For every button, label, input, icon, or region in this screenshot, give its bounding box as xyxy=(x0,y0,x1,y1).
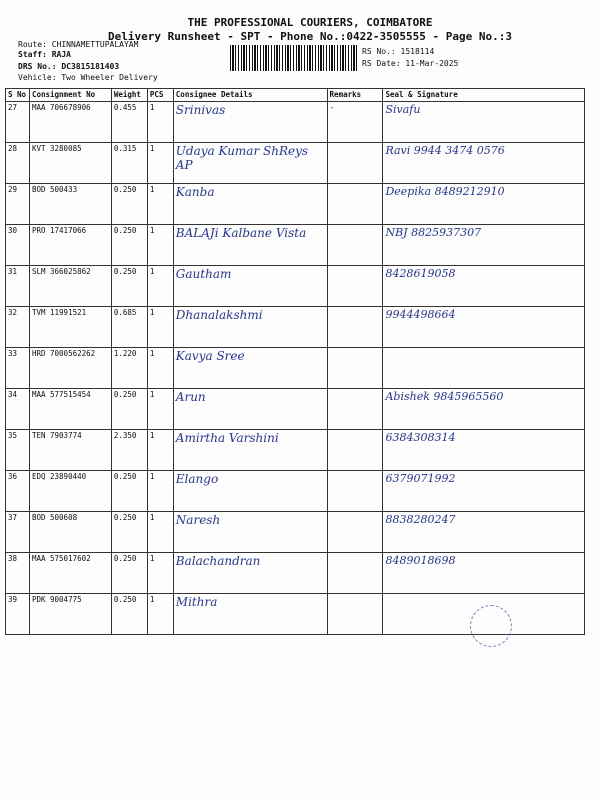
col-consignment: Consignment No xyxy=(29,89,111,102)
weight-cell-text: 1.220 xyxy=(113,349,137,358)
consignment-cell xyxy=(29,143,111,184)
consignment-cell xyxy=(29,102,111,143)
weight-cell xyxy=(111,184,147,225)
signature-cell xyxy=(383,553,585,594)
remarks-cell xyxy=(327,512,383,553)
pcs-cell xyxy=(147,553,173,594)
sno-cell-text: 31 xyxy=(8,267,18,276)
consignment-cell-text: SLM 366025862 xyxy=(31,267,91,276)
sno-cell-text: 35 xyxy=(8,431,18,440)
consignment-cell-text: PDK 9004775 xyxy=(31,595,82,604)
sno-cell xyxy=(6,266,30,307)
consignment-cell xyxy=(29,307,111,348)
sno-cell-text: 28 xyxy=(8,144,18,153)
consignment-cell xyxy=(29,348,111,389)
consignment-cell-text: MAA 575017602 xyxy=(31,554,91,563)
table-row xyxy=(6,512,585,553)
consignee-cell-text: Dhanalakshmi xyxy=(175,308,263,322)
company-title: THE PROFESSIONAL COURIERS, COIMBATORE xyxy=(187,16,433,29)
consignee-cell xyxy=(173,471,327,512)
signature-cell xyxy=(383,184,585,225)
consignment-cell xyxy=(29,225,111,266)
remarks-cell xyxy=(327,553,383,594)
remarks-cell xyxy=(327,389,383,430)
pcs-cell-text: 1 xyxy=(149,144,155,153)
sno-cell-text: 27 xyxy=(8,103,18,112)
sno-cell xyxy=(6,102,30,143)
signature-cell xyxy=(383,143,585,184)
vehicle-line xyxy=(18,73,158,83)
remarks-cell xyxy=(327,471,383,512)
signature-cell xyxy=(383,266,585,307)
consignment-cell-text: KVT 3280085 xyxy=(31,144,82,153)
weight-cell xyxy=(111,389,147,430)
consignee-cell xyxy=(173,553,327,594)
consignee-cell-text: Mithra xyxy=(175,595,218,609)
table-row xyxy=(6,143,585,184)
pcs-cell xyxy=(147,348,173,389)
runsheet-subtitle: Delivery Runsheet - SPT - Phone No.:0422-3505555 - Page No.:3 xyxy=(108,30,512,43)
pcs-cell xyxy=(147,594,173,635)
signature-cell xyxy=(383,471,585,512)
col-sno: S No xyxy=(6,89,30,102)
consignment-cell-text: TVM 11991521 xyxy=(31,308,87,317)
signature-cell-text: Ravi 9944 3474 0576 xyxy=(385,144,505,157)
col-weight: Weight xyxy=(111,89,147,102)
remarks-cell xyxy=(327,307,383,348)
consignee-cell-text: BALAJi Kalbane Vista xyxy=(175,226,307,240)
weight-cell xyxy=(111,143,147,184)
weight-cell xyxy=(111,348,147,389)
weight-cell-text: 0.315 xyxy=(113,144,137,153)
consignee-cell xyxy=(173,184,327,225)
table-row xyxy=(6,184,585,225)
remarks-cell xyxy=(327,143,383,184)
pcs-cell-text: 1 xyxy=(149,226,155,235)
consignee-cell-text: Naresh xyxy=(175,513,221,527)
table-row xyxy=(6,307,585,348)
sno-cell xyxy=(6,553,30,594)
sno-cell xyxy=(6,471,30,512)
sno-cell-text: 37 xyxy=(8,513,18,522)
pcs-cell-text: 1 xyxy=(149,349,155,358)
consignee-cell xyxy=(173,430,327,471)
signature-cell-text: 8489018698 xyxy=(385,554,456,567)
consignee-cell xyxy=(173,102,327,143)
sno-cell-text: 29 xyxy=(8,185,18,194)
col-signature: Seal & Signature xyxy=(383,89,585,102)
consignee-cell-text: Gautham xyxy=(175,267,232,281)
consignment-cell xyxy=(29,594,111,635)
signature-cell-text: 8838280247 xyxy=(385,513,456,526)
weight-cell-text: 0.250 xyxy=(113,185,137,194)
remarks-cell-text: - xyxy=(329,103,335,112)
weight-cell-text: 0.685 xyxy=(113,308,137,317)
signature-cell xyxy=(383,430,585,471)
sno-cell xyxy=(6,512,30,553)
consignment-cell-text: BOD 500433 xyxy=(31,185,78,194)
weight-cell xyxy=(111,102,147,143)
consignee-cell-text: Srinivas xyxy=(175,103,226,117)
staff-value: RAJA xyxy=(51,50,71,59)
delivery-table xyxy=(5,88,585,635)
rs-no-value: 1518114 xyxy=(400,47,435,56)
signature-cell xyxy=(383,389,585,430)
signature-cell-text: 8428619058 xyxy=(385,267,456,280)
table-row xyxy=(6,430,585,471)
consignment-cell xyxy=(29,430,111,471)
table-row xyxy=(6,389,585,430)
drs-label: DRS No.: xyxy=(18,62,57,71)
remarks-cell xyxy=(327,430,383,471)
pcs-cell xyxy=(147,184,173,225)
col-consignee: Consignee Details xyxy=(173,89,327,102)
weight-cell xyxy=(111,594,147,635)
weight-cell xyxy=(111,430,147,471)
pcs-cell xyxy=(147,102,173,143)
weight-cell-text: 0.250 xyxy=(113,472,137,481)
remarks-cell xyxy=(327,225,383,266)
remarks-cell xyxy=(327,102,383,143)
table-header-row xyxy=(6,89,585,102)
signature-cell-text: Sivafu xyxy=(385,103,421,116)
pcs-cell-text: 1 xyxy=(149,185,155,194)
staff-line xyxy=(18,50,71,60)
pcs-cell xyxy=(147,307,173,348)
sno-cell-text: 39 xyxy=(8,595,18,604)
consignment-cell xyxy=(29,389,111,430)
signature-cell xyxy=(383,348,585,389)
col-pcs: PCS xyxy=(147,89,173,102)
sno-cell-text: 34 xyxy=(8,390,18,399)
seal-stamp xyxy=(470,605,512,647)
weight-cell xyxy=(111,553,147,594)
consignee-cell xyxy=(173,307,327,348)
rs-date-value: 11-Mar-2025 xyxy=(405,59,459,68)
pcs-cell-text: 1 xyxy=(149,308,155,317)
sno-cell xyxy=(6,348,30,389)
weight-cell xyxy=(111,307,147,348)
consignee-cell xyxy=(173,225,327,266)
sno-cell-text: 30 xyxy=(8,226,18,235)
consignment-cell-text: MAA 577515454 xyxy=(31,390,91,399)
signature-cell-text: 6384308314 xyxy=(385,431,456,444)
signature-cell xyxy=(383,225,585,266)
pcs-cell xyxy=(147,512,173,553)
consignment-cell xyxy=(29,471,111,512)
weight-cell-text: 0.250 xyxy=(113,390,137,399)
consignment-cell-text: HRD 7000562262 xyxy=(31,349,96,358)
consignee-cell-text: Kavya Sree xyxy=(175,349,245,363)
signature-cell-text: 9944498664 xyxy=(385,308,456,321)
consignment-cell xyxy=(29,184,111,225)
table-row xyxy=(6,266,585,307)
consignee-cell-text: Balachandran xyxy=(175,554,261,568)
pcs-cell xyxy=(147,225,173,266)
pcs-cell xyxy=(147,471,173,512)
rs-date-label: RS Date: xyxy=(362,59,401,68)
remarks-cell xyxy=(327,348,383,389)
consignee-cell-text: Kanba xyxy=(175,185,215,199)
signature-cell xyxy=(383,512,585,553)
vehicle-label: Vehicle: xyxy=(18,73,57,82)
consignment-cell-text: MAA 706678906 xyxy=(31,103,91,112)
rs-date-line xyxy=(362,59,458,69)
consignee-cell-text: Elango xyxy=(175,472,219,486)
consignment-cell xyxy=(29,553,111,594)
weight-cell-text: 0.250 xyxy=(113,513,137,522)
consignment-cell xyxy=(29,266,111,307)
route-line xyxy=(18,40,138,50)
sno-cell xyxy=(6,389,30,430)
signature-cell-text: Deepika 8489212910 xyxy=(385,185,505,198)
remarks-cell xyxy=(327,266,383,307)
staff-label: Staff: xyxy=(18,50,47,59)
sno-cell-text: 32 xyxy=(8,308,18,317)
barcode xyxy=(230,45,358,71)
signature-cell xyxy=(383,307,585,348)
weight-cell-text: 0.250 xyxy=(113,595,137,604)
weight-cell-text: 0.250 xyxy=(113,226,137,235)
table-row xyxy=(6,102,585,143)
sno-cell-text: 36 xyxy=(8,472,18,481)
pcs-cell xyxy=(147,143,173,184)
consignment-cell-text: PRO 17417066 xyxy=(31,226,87,235)
col-remarks: Remarks xyxy=(327,89,383,102)
consignee-cell xyxy=(173,348,327,389)
route-label: Route: xyxy=(18,40,47,49)
table-row xyxy=(6,471,585,512)
table-row xyxy=(6,553,585,594)
sno-cell xyxy=(6,594,30,635)
vehicle-value: Two Wheeler Delivery xyxy=(61,73,158,82)
sno-cell xyxy=(6,143,30,184)
consignee-cell-text: Arun xyxy=(175,390,206,404)
sno-cell-text: 33 xyxy=(8,349,18,358)
sno-cell xyxy=(6,430,30,471)
pcs-cell xyxy=(147,430,173,471)
weight-cell xyxy=(111,225,147,266)
rs-no-line xyxy=(362,47,434,57)
consignee-cell xyxy=(173,389,327,430)
rs-no-label: RS No.: xyxy=(362,47,396,56)
weight-cell xyxy=(111,512,147,553)
consignment-cell-text: EDQ 23890440 xyxy=(31,472,87,481)
pcs-cell-text: 1 xyxy=(149,431,155,440)
remarks-cell xyxy=(327,594,383,635)
consignee-cell-text: Udaya Kumar ShReys AP xyxy=(175,144,309,172)
consignee-cell xyxy=(173,143,327,184)
drs-line xyxy=(18,62,119,72)
signature-cell-text: NBJ 8825937307 xyxy=(385,226,482,239)
consignee-cell xyxy=(173,594,327,635)
table-body xyxy=(6,102,585,635)
consignment-cell xyxy=(29,512,111,553)
pcs-cell-text: 1 xyxy=(149,103,155,112)
signature-cell-text: 6379071992 xyxy=(385,472,456,485)
table-row xyxy=(6,348,585,389)
pcs-cell-text: 1 xyxy=(149,595,155,604)
consignee-cell xyxy=(173,512,327,553)
pcs-cell xyxy=(147,266,173,307)
pcs-cell-text: 1 xyxy=(149,390,155,399)
drs-value: DC3815181403 xyxy=(61,62,120,71)
weight-cell-text: 0.455 xyxy=(113,103,137,112)
pcs-cell xyxy=(147,389,173,430)
consignee-cell-text: Amirtha Varshini xyxy=(175,431,279,445)
table-row xyxy=(6,225,585,266)
pcs-cell-text: 1 xyxy=(149,267,155,276)
sno-cell xyxy=(6,307,30,348)
pcs-cell-text: 1 xyxy=(149,472,155,481)
consignee-cell xyxy=(173,266,327,307)
remarks-cell xyxy=(327,184,383,225)
weight-cell-text: 0.250 xyxy=(113,267,137,276)
signature-cell-text: Abishek 9845965560 xyxy=(385,390,504,403)
signature-cell xyxy=(383,102,585,143)
pcs-cell-text: 1 xyxy=(149,554,155,563)
sno-cell xyxy=(6,184,30,225)
sno-cell-text: 38 xyxy=(8,554,18,563)
weight-cell-text: 2.350 xyxy=(113,431,137,440)
sno-cell xyxy=(6,225,30,266)
weight-cell-text: 0.250 xyxy=(113,554,137,563)
weight-cell xyxy=(111,471,147,512)
route-value: CHINNAMETTUPALAYAM xyxy=(51,40,139,49)
consignment-cell-text: TEN 7903774 xyxy=(31,431,82,440)
consignment-cell-text: BOD 500608 xyxy=(31,513,78,522)
weight-cell xyxy=(111,266,147,307)
pcs-cell-text: 1 xyxy=(149,513,155,522)
